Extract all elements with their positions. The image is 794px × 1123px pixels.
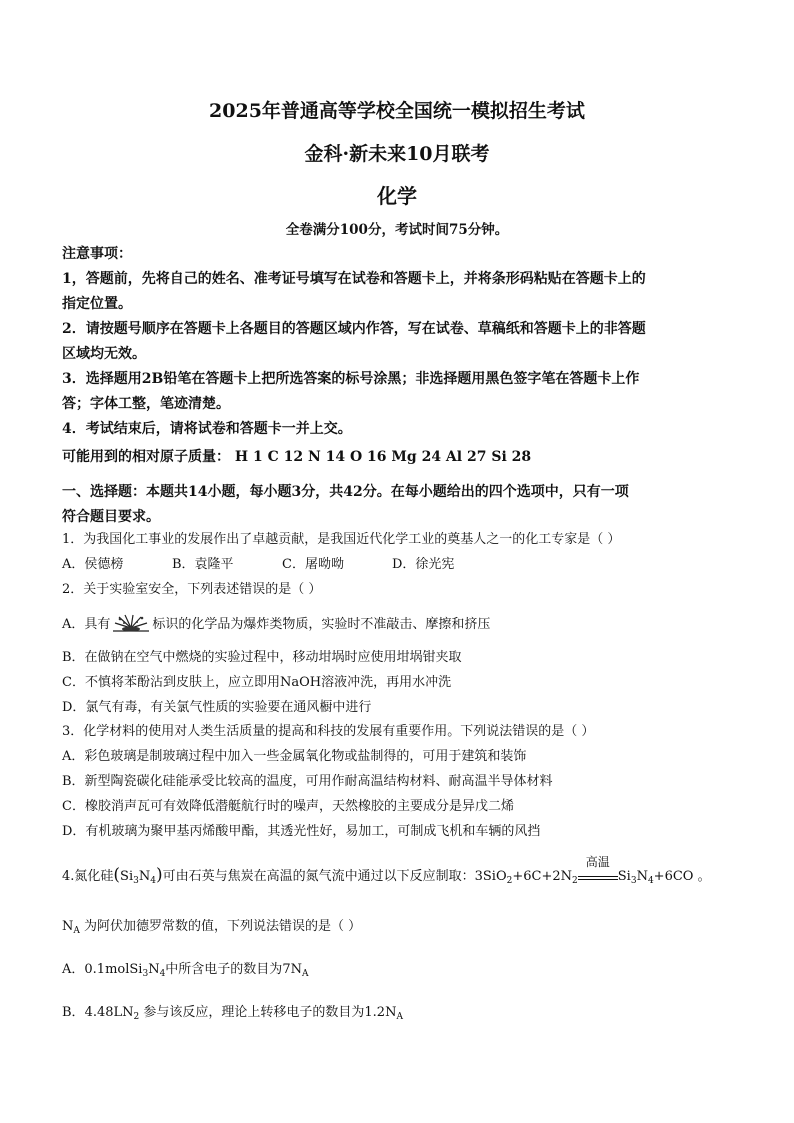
reaction-arrow: [578, 855, 618, 880]
note-item-2: 2．请按题号顺序在答题卡上各题目的答题区域内作答，写在试卷、草稿纸和答题卡上的非答题: [62, 321, 646, 337]
section-line-1: 一、选择题：本题共14小题，每小题3分，共42分。在每小题给出的四个选项中，只有一项: [62, 484, 629, 500]
q2-stem: 2．关于实验室安全，下列表述错误的是（ ）: [62, 582, 322, 597]
notes-heading: 注意事项：: [62, 246, 132, 262]
q4-stem: 4.氮化硅$(Si_3N_4)$可由石英与焦炭在高温的氮气流中通过以下反应制取：$3SiO_2+6C+2N_2$ 高温 $Si_3N_4+6CO$ 。: [62, 865, 752, 891]
note-item-3: 3．选择题用2B铅笔在答题卡上把所选答案的标号涂黑；非选择题用黑色签字笔在答题卡上作: [62, 371, 640, 387]
note-item-3-cont: 答；字体工整，笔迹清楚。: [62, 396, 230, 412]
exam-subtitle: 金科·新未来10月联考: [304, 143, 490, 165]
q2-option-a: [62, 614, 752, 635]
q3-option-a: A．彩色玻璃是制玻璃过程中加入一些金属氧化物或盐制得的，可用于建筑和装饰: [62, 749, 527, 764]
q2-option-a-text: 标识的化学品为爆炸类物质，实验时不准敲击、摩擦和挤压: [152, 617, 491, 632]
notes-section: [62, 242, 738, 442]
explosive-hazard-icon: [111, 614, 151, 632]
q2-option-a-prefix: A．具有: [62, 617, 111, 632]
q1-option-b: B．袁隆平: [172, 557, 234, 572]
q2-option-c: C．不慎将苯酚沾到皮肤上，应立即用NaOH溶液冲洗，再用水冲洗: [62, 675, 452, 690]
q4-stem-prefix: 4.氮化硅: [62, 869, 114, 884]
atomic-masses: 可能用到的相对原子质量： H 1 C 12 N 14 O 16 Mg 24 Al 27 Si 28: [62, 449, 532, 465]
q4-option-b-text: 参与该反应，理论上转移电子的数目为: [143, 1005, 365, 1020]
q4-option-b: B．$4.48LN_2$ 参与该反应，理论上转移电子的数目为$1.2N_A$: [62, 1005, 403, 1022]
exam-title: 2025年普通高等学校全国统一模拟招生考试: [209, 100, 585, 122]
q3-option-d: D．有机玻璃为聚甲基丙烯酸甲酯，其透光性好，易加工，可制成飞机和车辆的风挡: [62, 824, 541, 839]
q4-stem-middle: 可由石英与焦炭在高温的氮气流中通过以下反应制取：: [162, 869, 475, 884]
q1-option-a: A．侯德榜: [62, 557, 124, 572]
q2-option-d: D．氯气有毒，有关氯气性质的实验要在通风橱中进行: [62, 700, 372, 715]
q1-option-c: C．屠呦呦: [282, 557, 344, 572]
q1-option-d: D．徐光宪: [392, 557, 455, 572]
section-heading: [62, 480, 738, 530]
q4-na-text: 为阿伏加德罗常数的值，下列说法错误的是（ ）: [84, 919, 362, 934]
note-item-4: 4．考试结束后，请将试卷和答题卡一并上交。: [62, 421, 352, 437]
note-item-1-cont: 指定位置。: [62, 296, 132, 312]
q4-option-a: A．$0.1molSi_3N_4$中所含电子的数目为$7N_A$: [62, 962, 309, 979]
q1-stem: 1．为我国化工事业的发展作出了卓越贡献，是我国近代化学工业的奠基人之一的化工专家是（ ）: [62, 532, 621, 547]
note-item-1: 1，答题前，先将自己的姓名、准考证号填写在试卷和答题卡上，并将条形码粘贴在答题卡上的: [62, 271, 646, 287]
q4-option-a-text: 中所含电子的数目为: [165, 962, 283, 977]
q4-option-a-label: A．: [62, 962, 85, 977]
q1-options: [62, 555, 752, 575]
reaction-condition: 高温: [585, 855, 610, 869]
q3-option-b: B．新型陶瓷碳化硅能承受比较高的温度，可用作耐高温结构材料、耐高温半导体材料: [62, 774, 553, 789]
section-line-2: 符合题目要求。: [62, 509, 160, 525]
q4-na-line: $N_A$ 为阿伏加德罗常数的值，下列说法错误的是（ ）: [62, 919, 362, 936]
note-item-2-cont: 区域均无效。: [62, 346, 146, 362]
score-time: 全卷满分100分，考试时间75分钟。: [285, 222, 509, 238]
subject-title: 化学: [377, 184, 417, 208]
q4-option-b-label: B．: [62, 1005, 85, 1020]
q3-stem: 3．化学材料的使用对人类生活质量的提高和科技的发展有重要作用。下列说法错误的是（ ）: [62, 724, 595, 739]
q3-option-c: C．橡胶消声瓦可有效降低潜艇航行时的噪声，天然橡胶的主要成分是异戊二烯: [62, 799, 514, 814]
q2-option-b: B．在做钠在空气中燃烧的实验过程中，移动坩埚时应使用坩埚钳夹取: [62, 650, 462, 665]
